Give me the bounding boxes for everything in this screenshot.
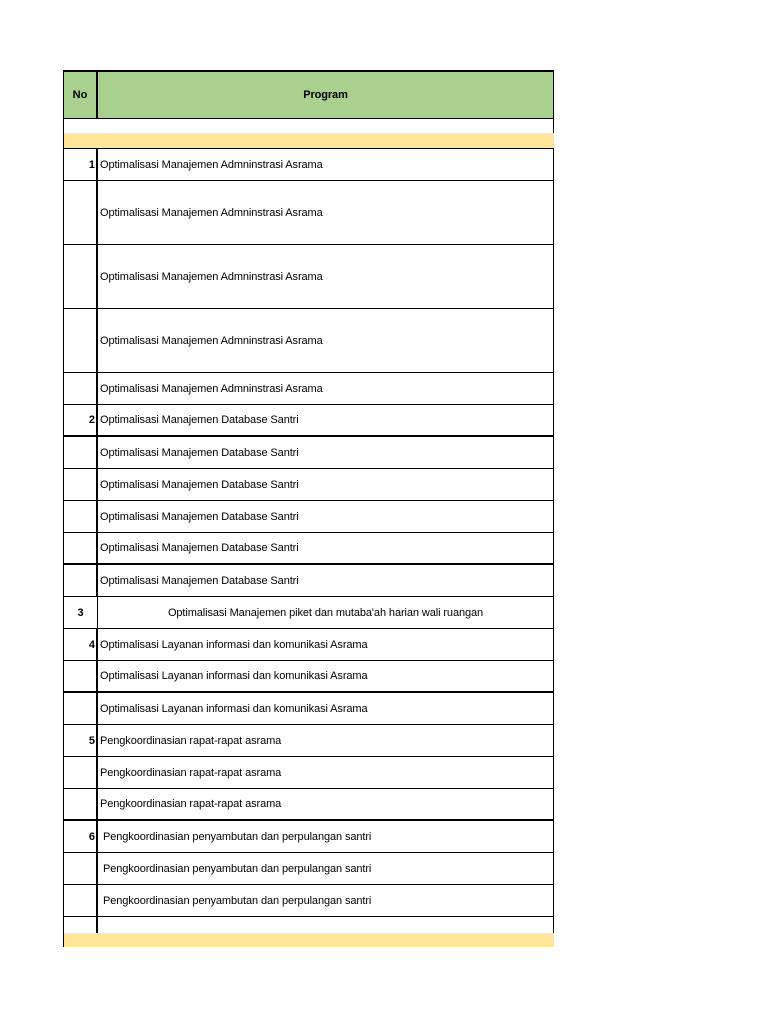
table-row — [63, 821, 554, 853]
table-row — [63, 629, 554, 661]
row-number: 2 — [63, 405, 98, 435]
row-program: Optimalisasi Manajemen Database Santri — [98, 405, 554, 435]
row-number: 6 — [63, 821, 98, 852]
table-row — [63, 309, 554, 373]
empty-row — [63, 917, 554, 933]
table-row — [63, 693, 554, 725]
row-program: Optimalisasi Manajemen Database Santri — [98, 469, 554, 500]
yellow-band-bottom — [63, 933, 554, 947]
row-program: Pengkoordinasian rapat-rapat asrama — [98, 725, 554, 756]
row-number-empty — [63, 917, 98, 933]
row-number — [63, 757, 98, 788]
table-row — [63, 501, 554, 533]
row-number — [63, 533, 98, 563]
row-number — [63, 373, 98, 404]
row-number: 3 — [63, 597, 98, 628]
row-number — [63, 245, 98, 308]
row-program: Pengkoordinasian rapat-rapat asrama — [98, 757, 554, 788]
table-body — [63, 149, 554, 917]
row-program: Pengkoordinasian penyambutan dan perpulangan santri — [98, 885, 554, 916]
yellow-band-top — [63, 133, 554, 149]
header-program: Program — [98, 72, 554, 118]
row-program: Pengkoordinasian penyambutan dan perpulangan santri — [98, 821, 554, 852]
table-row — [63, 437, 554, 469]
table-row — [63, 597, 554, 629]
row-number: 4 — [63, 629, 98, 660]
row-program: Optimalisasi Manajemen Admninstrasi Asrama — [98, 373, 554, 404]
row-number — [63, 693, 98, 724]
row-number: 5 — [63, 725, 98, 756]
table-row — [63, 789, 554, 821]
row-number — [63, 437, 98, 468]
table-row — [63, 245, 554, 309]
row-program: Optimalisasi Manajemen Database Santri — [98, 565, 554, 596]
row-number — [63, 469, 98, 500]
row-program: Optimalisasi Layanan informasi dan komunikasi Asrama — [98, 661, 554, 691]
table-row — [63, 565, 554, 597]
table-row — [63, 757, 554, 789]
blank-row — [63, 119, 554, 133]
row-program: Optimalisasi Manajemen Admninstrasi Asrama — [98, 181, 554, 244]
table-row — [63, 661, 554, 693]
row-number — [63, 853, 98, 884]
header-no: No — [63, 72, 98, 118]
row-number — [63, 661, 98, 691]
table-row — [63, 725, 554, 757]
row-program: Pengkoordinasian penyambutan dan perpulangan santri — [98, 853, 554, 884]
row-program: Pengkoordinasian rapat-rapat asrama — [98, 789, 554, 819]
row-program: Optimalisasi Layanan informasi dan komunikasi Asrama — [98, 629, 554, 660]
row-number — [63, 789, 98, 819]
table-row — [63, 373, 554, 405]
row-number: 1 — [63, 149, 98, 180]
row-program: Optimalisasi Manajemen Database Santri — [98, 533, 554, 563]
row-program: Optimalisasi Manajemen Admninstrasi Asrama — [98, 309, 554, 372]
row-number — [63, 181, 98, 244]
row-program-empty — [98, 917, 554, 933]
row-number — [63, 565, 98, 596]
row-program: Optimalisasi Manajemen Database Santri — [98, 437, 554, 468]
table-row — [63, 149, 554, 181]
row-program: Optimalisasi Layanan informasi dan komunikasi Asrama — [98, 693, 554, 724]
row-number — [63, 309, 98, 372]
spreadsheet-table — [63, 70, 554, 947]
row-program: Optimalisasi Manajemen Admninstrasi Asrama — [98, 149, 554, 180]
row-program: Optimalisasi Manajemen piket dan mutaba'ah harian wali ruangan — [98, 597, 554, 628]
row-number — [63, 501, 98, 532]
table-row — [63, 181, 554, 245]
table-header-row — [63, 70, 554, 119]
row-program: Optimalisasi Manajemen Database Santri — [98, 501, 554, 532]
table-row — [63, 885, 554, 917]
table-row — [63, 853, 554, 885]
table-row — [63, 533, 554, 565]
table-row — [63, 405, 554, 437]
row-program: Optimalisasi Manajemen Admninstrasi Asrama — [98, 245, 554, 308]
table-row — [63, 469, 554, 501]
row-number — [63, 885, 98, 916]
